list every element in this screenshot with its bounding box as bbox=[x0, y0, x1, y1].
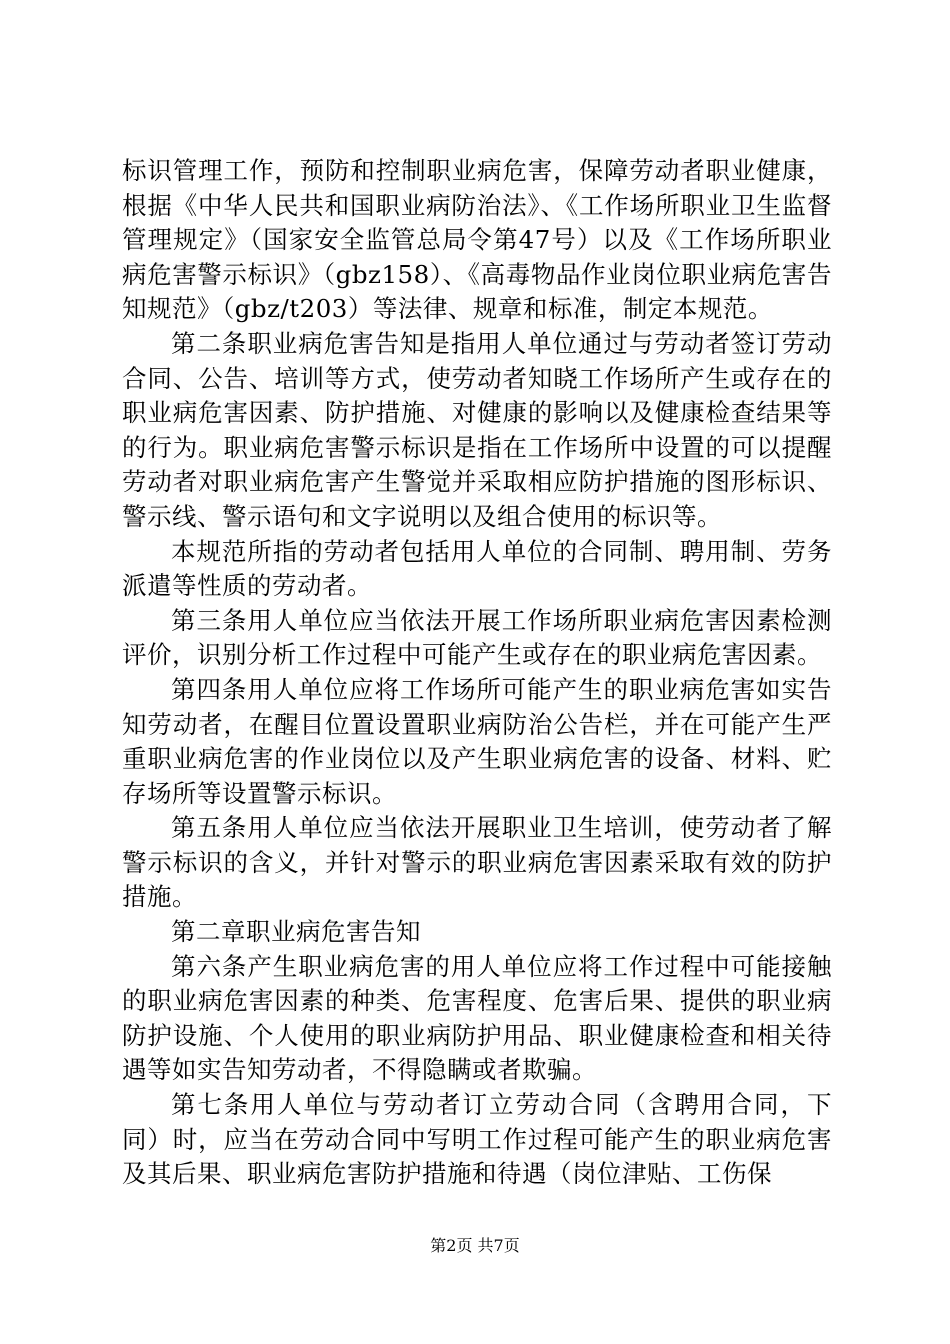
paragraph-article-3: 第三条用人单位应当依法开展工作场所职业病危害因素检测评价，识别分析工作过程中可能产生或存在的职业病危害因素。 bbox=[122, 605, 832, 670]
chapter-heading: 第二章职业病危害告知 bbox=[171, 917, 421, 947]
page-number-label: 第2页 共7页 bbox=[430, 1236, 520, 1255]
paragraph-article-5: 第五条用人单位应当依法开展职业卫生培训，使劳动者了解警示标识的含义，并针对警示的职业病危害因素采取有效的防护措施。 bbox=[122, 813, 832, 912]
paragraph-article-4: 第四条用人单位应将工作场所可能产生的职业病危害如实告知劳动者，在醒目位置设置职业病防治公告栏，并在可能产生严重职业病危害的作业岗位以及产生职业病危害的设备、材料、贮存场所等设置警示标识。 bbox=[122, 674, 832, 808]
paragraph-article-7: 第七条用人单位与劳动者订立劳动合同（含聘用合同，下同）时，应当在劳动合同中写明工作过程可能产生的职业病危害及其后果、职业病危害防护措施和待遇（岗位津贴、工伤保 bbox=[122, 1090, 832, 1189]
paragraph-article-2: 第二条职业病危害告知是指用人单位通过与劳动者签订劳动合同、公告、培训等方式，使劳动者知晓工作场所产生或存在的职业病危害因素、防护措施、对健康的影响以及健康检查结果等的行为。职业病危害警示标识是指在工作场所中设置的可以提醒劳动者对职业病危害产生警觉并采取相应防护措施的图形标识、警示线、警示语句和文字说明以及组合使用的标识等。 bbox=[122, 328, 832, 531]
paragraph-intro-continuation: 标识管理工作，预防和控制职业病危害，保障劳动者职业健康，根据《中华人民共和国职业病防治法》、《工作场所职业卫生监督管理规定》（国家安全监管总局令第47号）以及《工作场所职业病危害警示标识》（gbz158）、《高毒物品作业岗位职业病危害告知规范》（gbz/t203）等法律、规章和标准，制定本规范。 bbox=[122, 156, 832, 324]
page-footer bbox=[0, 1236, 950, 1256]
document-body bbox=[122, 154, 832, 1192]
paragraph-article-6: 第六条产生职业病危害的用人单位应将工作过程中可能接触的职业病危害因素的种类、危害程度、危害后果、提供的职业病防护设施、个人使用的职业病防护用品、职业健康检查和相关待遇等如实告知劳动者，不得隐瞒或者欺骗。 bbox=[122, 951, 832, 1085]
paragraph-worker-scope: 本规范所指的劳动者包括用人单位的合同制、聘用制、劳务派遣等性质的劳动者。 bbox=[122, 536, 832, 601]
